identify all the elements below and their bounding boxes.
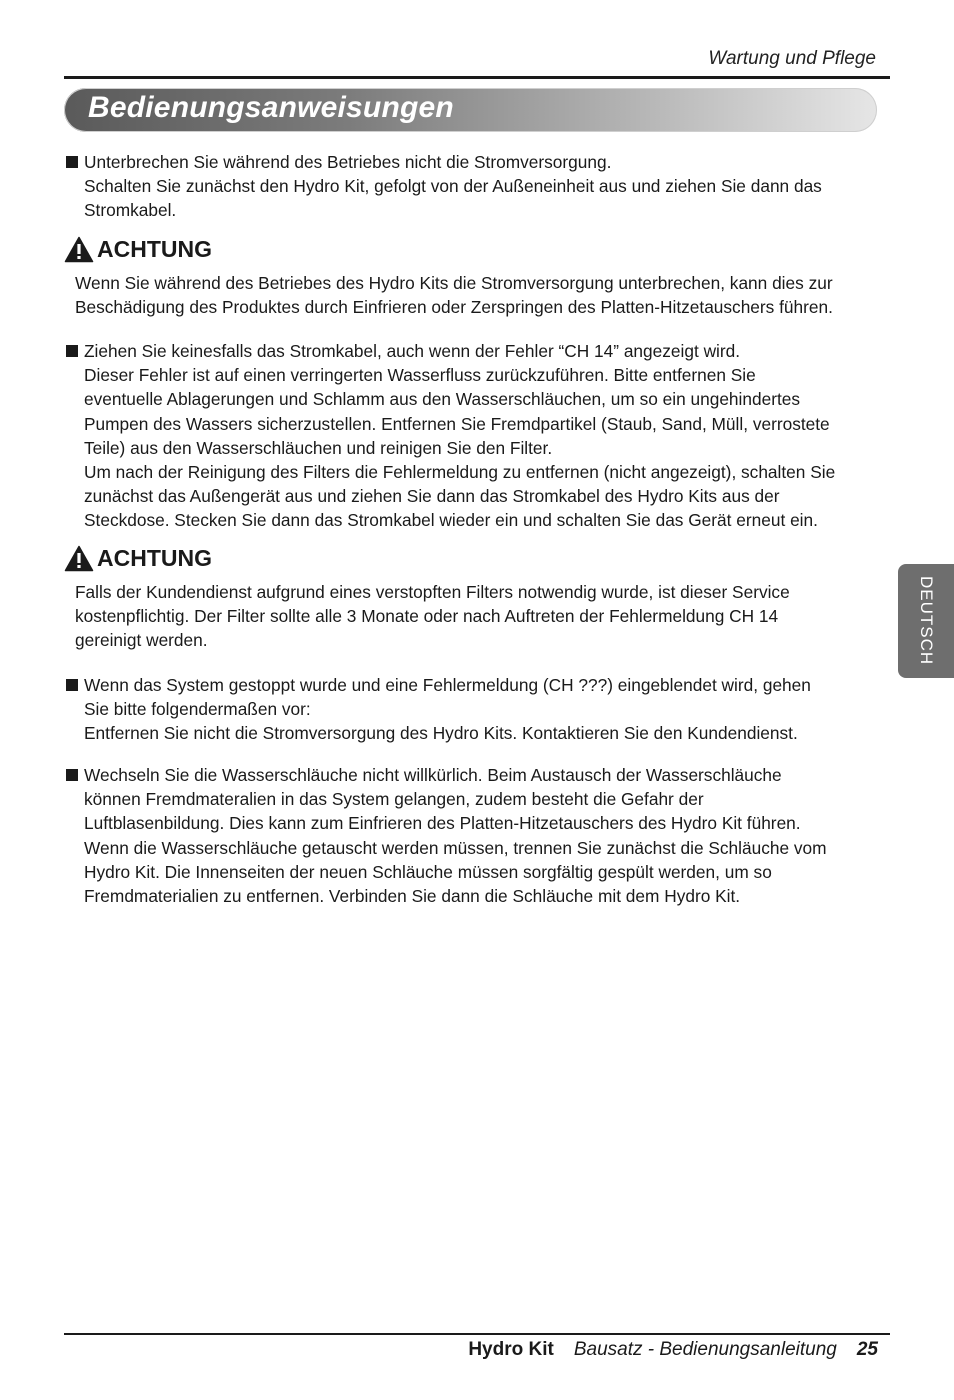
- warning-triangle-icon: [64, 236, 94, 263]
- instruction-block: [84, 673, 811, 746]
- text-line: kostenpflichtig. Der Filter sollte alle 3 Monate oder nach Auftreten der Fehlermeldung CH 14: [75, 606, 779, 627]
- warning-heading: [64, 236, 212, 263]
- footer: [468, 1339, 878, 1361]
- text-line: Luftblasenbildung. Dies kann zum Einfrieren des Platten-Hitzetauschers des Hydro Kit führen.: [84, 813, 801, 834]
- bullet-marker: [66, 679, 78, 691]
- text-line: Wenn die Wasserschläuche getauscht werden müssen, trennen Sie zunächst die Schläuche vom: [84, 837, 827, 858]
- text-line: Schalten Sie zunächst den Hydro Kit, gefolgt von der Außeneinheit aus und ziehen Sie dann das: [84, 176, 822, 197]
- language-label: DEUTSCH: [917, 576, 936, 666]
- text-line: Wenn das System gestoppt wurde und eine Fehlermeldung (CH ???) eingeblendet wird, gehen: [84, 675, 811, 695]
- text-line: gereinigt werden.: [75, 630, 208, 651]
- text-line: Wechseln Sie die Wasserschläuche nicht willkürlich. Beim Austausch der Wasserschläuche: [84, 765, 782, 785]
- text-line: Hydro Kit. Die Innenseiten der neuen Schläuche müssen sorgfältig gespült werden, um so: [84, 861, 772, 882]
- text-line: eventuelle Ablagerungen und Schlamm aus den Wasserschläuchen, um so ein ungehindertes: [84, 389, 801, 410]
- warning-label: ACHTUNG: [97, 545, 212, 571]
- text-line: Dieser Fehler ist auf einen verringerten Wasserfluss zurückzuführen. Bitte entfernen Sie: [84, 365, 756, 386]
- text-line: Beschädigung des Produktes durch Einfrieren oder Zerspringen des Platten-Hitzetauschers führen.: [75, 297, 833, 318]
- text-line: Unterbrechen Sie während des Betriebes nicht die Stromversorgung.: [84, 152, 612, 172]
- text-line: Ziehen Sie keinesfalls das Stromkabel, auch wenn der Fehler “CH 14” angezeigt wird.: [84, 341, 741, 361]
- warning-text: [75, 271, 833, 319]
- instruction-block: [84, 150, 822, 223]
- header-section-label: Wartung und Pflege: [708, 48, 876, 69]
- bullet-marker: [66, 769, 78, 781]
- footer-subtitle: Bausatz - Bedienungsanleitung: [573, 1339, 837, 1360]
- text-line: Teile) aus den Wasserschläuchen und reinigen Sie den Filter.: [84, 437, 553, 458]
- text-line: Sie bitte folgendermaßen vor:: [84, 699, 311, 720]
- instruction-block: [84, 763, 827, 908]
- page-number: 25: [856, 1339, 878, 1360]
- header-rule: [64, 76, 890, 79]
- warning-label: ACHTUNG: [97, 236, 212, 262]
- text-line: Um nach der Reinigung des Filters die Fehlermeldung zu entfernen (nicht angezeigt), schalten Sie: [84, 462, 836, 483]
- text-line: Pumpen des Wassers sicherzustellen. Entfernen Sie Fremdpartikel (Staub, Sand, Müll, verrostete: [84, 413, 830, 434]
- text-line: zunächst das Außengerät aus und ziehen Sie dann das Stromkabel des Hydro Kits aus der: [84, 486, 780, 507]
- text-line: Wenn Sie während des Betriebes des Hydro Kits die Stromversorgung unterbrechen, kann dies zur: [75, 273, 833, 293]
- bullet-marker: [66, 156, 78, 168]
- text-line: Entfernen Sie nicht die Stromversorgung des Hydro Kits. Kontaktieren Sie den Kundendienst.: [84, 723, 798, 744]
- title-band: [64, 88, 877, 132]
- footer-rule: [64, 1333, 890, 1335]
- text-line: können Fremdmateralien in das System gelangen, zudem besteht die Gefahr der: [84, 789, 704, 810]
- warning-triangle-icon: [64, 545, 94, 572]
- language-side-tab: [898, 564, 954, 678]
- text-line: Fremdmaterialien zu entfernen. Verbinden Sie dann die Schläuche mit dem Hydro Kit.: [84, 886, 741, 907]
- warning-text: [75, 580, 790, 653]
- footer-product: Hydro Kit: [468, 1339, 554, 1360]
- text-line: Stromkabel.: [84, 200, 177, 221]
- page-title: Bedienungsanweisungen: [88, 91, 454, 124]
- warning-heading: [64, 545, 212, 572]
- text-line: Falls der Kundendienst aufgrund eines verstopften Filters notwendig wurde, ist dieser Service: [75, 582, 790, 602]
- text-line: Steckdose. Stecken Sie dann das Stromkabel wieder ein und schalten Sie das Gerät erneut ein.: [84, 510, 818, 531]
- bullet-marker: [66, 345, 78, 357]
- instruction-block: [84, 339, 835, 533]
